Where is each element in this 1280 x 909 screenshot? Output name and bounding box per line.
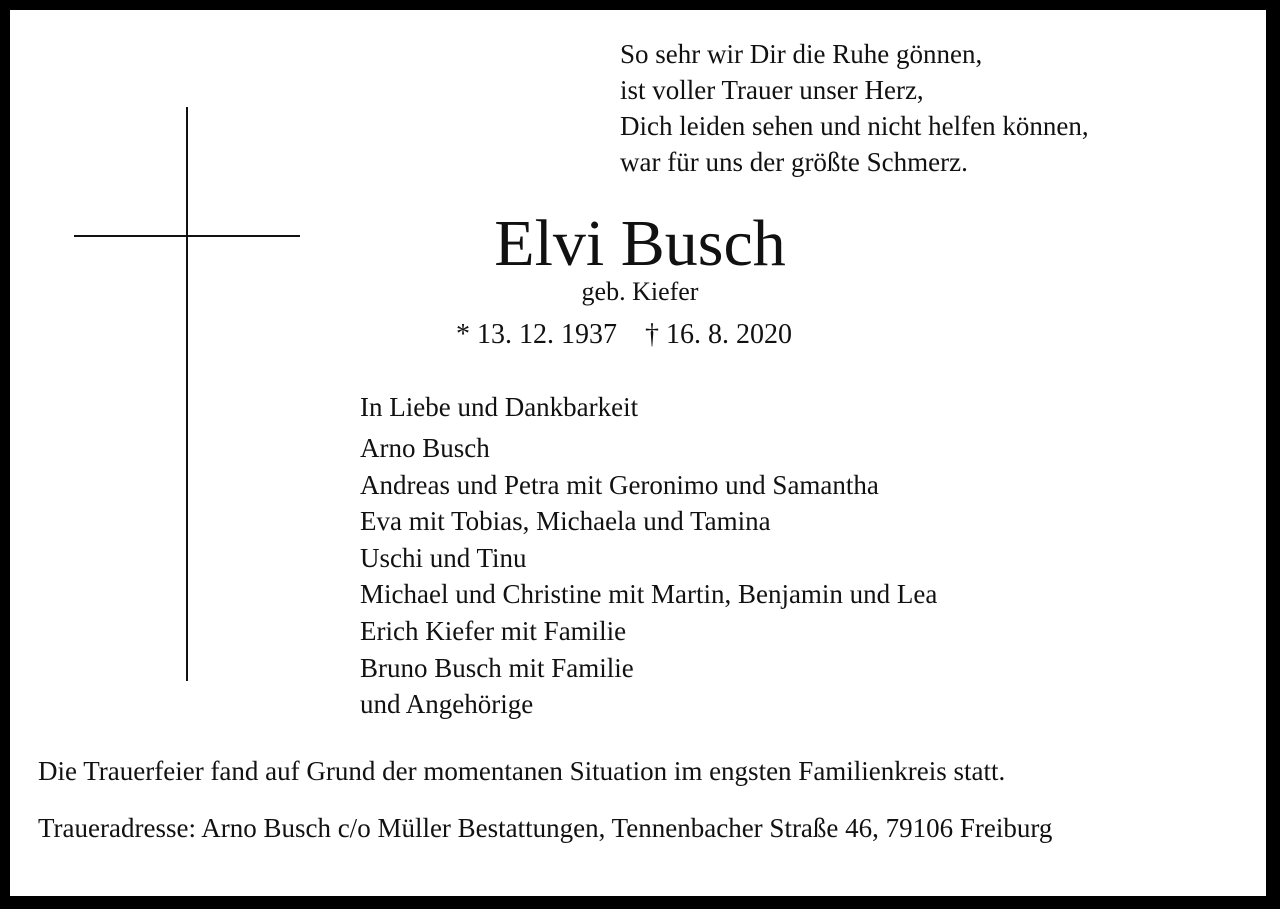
birth-date: * 13. 12. 1937 bbox=[456, 319, 617, 350]
poem-line: Dich leiden sehen und nicht helfen können, bbox=[620, 111, 1089, 141]
list-item: Andreas und Petra mit Geronimo und Samantha bbox=[360, 469, 879, 500]
poem bbox=[620, 36, 1089, 180]
list-item: Uschi und Tinu bbox=[360, 542, 527, 573]
list-item: Michael und Christine mit Martin, Benjamin und Lea bbox=[360, 579, 938, 610]
mourning-address: Traueradresse: Arno Busch c/o Müller Bestattungen, Tennenbacher Straße 46, 79106 Freiburg bbox=[38, 813, 1053, 843]
ceremony-note: Die Trauerfeier fand auf Grund der momentanen Situation im engsten Familienkreis statt. bbox=[38, 756, 1006, 786]
deceased-name: Elvi Busch bbox=[494, 207, 786, 280]
obituary-card bbox=[10, 10, 1266, 896]
cross-horizontal-bar bbox=[74, 235, 300, 237]
list-item: Bruno Busch mit Familie bbox=[360, 652, 634, 683]
list-item: Eva mit Tobias, Michaela und Tamina bbox=[360, 506, 771, 537]
cross-vertical-bar bbox=[186, 107, 188, 681]
poem-line: ist voller Trauer unser Herz, bbox=[620, 75, 924, 105]
mourners-list bbox=[360, 430, 937, 723]
maiden-name: geb. Kiefer bbox=[581, 277, 699, 306]
poem-line: So sehr wir Dir die Ruhe gönnen, bbox=[620, 39, 983, 69]
poem-line: war für uns der größte Schmerz. bbox=[620, 147, 968, 177]
list-item: Erich Kiefer mit Familie bbox=[360, 615, 627, 646]
mourners-intro: In Liebe und Dankbarkeit bbox=[360, 392, 639, 422]
list-item: Arno Busch bbox=[360, 433, 490, 463]
list-item: und Angehörige bbox=[360, 689, 534, 720]
death-date: † 16. 8. 2020 bbox=[645, 319, 792, 350]
life-dates bbox=[456, 316, 792, 354]
